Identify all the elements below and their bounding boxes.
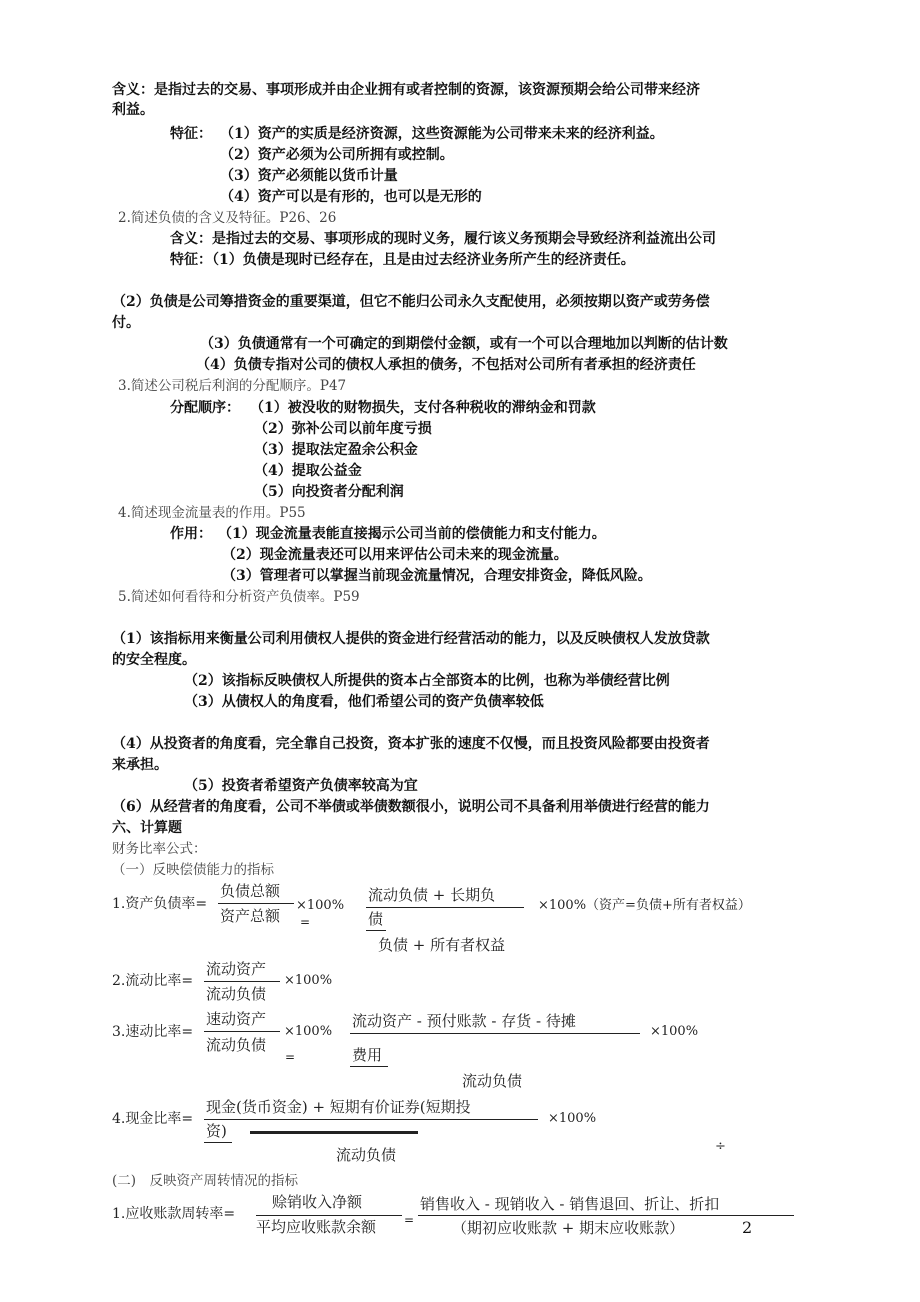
debt-ratio-point-6: （6）从经营者的角度看，公司不举债或举债数额很小，说明公司不具备利用举债进行经营的能力 [112, 799, 710, 815]
cashflow-role-label: 作用： [170, 526, 212, 542]
formula-5-label: 1.应收账款周转率= [112, 1206, 236, 1222]
debt-ratio-point-4-line2: 来承担。 [112, 757, 168, 773]
formula-3-alt-denominator: 流动负债 [462, 1072, 523, 1090]
formula-1-alt-denominator: 负债 + 所有者权益 [378, 936, 506, 954]
formula-3-denominator: 流动负债 [206, 1036, 267, 1054]
asset-definition-line2: 利益。 [112, 102, 154, 118]
asset-traits-label: 特征： [170, 126, 212, 142]
formula-5-numerator: 赊销收入净额 [272, 1193, 363, 1211]
division-symbol: ÷ [715, 1139, 726, 1154]
question-5: 5.简述如何看待和分析资产负债率。P59 [118, 589, 360, 605]
formula-2-label: 2.流动比率= [112, 973, 194, 989]
liability-definition: 含义：是指过去的交易、事项形成的现时义务，履行该义务预期会导致经济利益流出公司 [170, 231, 716, 247]
asset-trait-3: （3）资产必须能以货币计量 [220, 168, 398, 184]
formula-1-alt-underline-2 [366, 930, 386, 931]
formula-4-denominator: 流动负债 [336, 1146, 397, 1164]
formula-5-alt-numerator: 销售收入 - 现销收入 - 销售退回、折让、折扣 [420, 1195, 720, 1213]
question-4: 4.简述现金流量表的作用。P55 [118, 505, 306, 521]
liability-trait-2-line2: 付。 [112, 315, 140, 331]
debt-ratio-point-2: （2）该指标反映债权人所提供的资本占全部资本的比例，也称为举债经营比例 [184, 673, 670, 689]
asset-definition-line1: 含义：是指过去的交易、事项形成并由企业拥有或者控制的资源，该资源预期会给公司带来经济 [112, 82, 700, 98]
formula-1-label: 1.资产负债率= [112, 896, 208, 912]
formula-2-numerator: 流动资产 [206, 960, 267, 978]
liability-trait-4: （4）负债专指对公司的债权人承担的债务，不包括对公司所有者承担的经济责任 [196, 357, 696, 373]
formula-3-percent: ×100% [284, 1024, 333, 1039]
formula-3-numerator: 速动资产 [206, 1010, 267, 1028]
debt-ratio-point-1-line2: 的安全程度。 [112, 652, 196, 668]
asset-trait-2: （2）资产必须为公司所拥有或控制。 [220, 147, 454, 163]
formula-3-alt-numerator-line1: 流动资产 - 预付账款 - 存货 - 待摊 [352, 1012, 576, 1030]
formula-3-alt-numerator-line2: 费用 [352, 1046, 383, 1064]
liability-trait-1: 特征：（1）负债是现时已经存在，且是由过去经济业务所产生的经济责任。 [170, 252, 635, 268]
formula-1-alt-numerator-line2: 债 [368, 910, 384, 928]
debt-ratio-point-3: （3）从债权人的角度看，他们希望公司的资产负债率较低 [184, 694, 544, 710]
formula-5-equals: = [404, 1213, 415, 1227]
formula-5-alt-denominator: （期初应收账款 + 期末应收账款） [452, 1219, 685, 1237]
question-2: 2.简述负债的含义及特征。P26、26 [118, 210, 337, 226]
formula-4-fraction-bar [250, 1131, 418, 1134]
formula-2-fraction-bar [204, 981, 280, 982]
formula-1-equals: = [300, 915, 311, 929]
group-2-heading: (二) 反映资产周转情况的指标 [112, 1173, 299, 1189]
group-1-heading: （一）反映偿债能力的指标 [112, 862, 274, 878]
question-3: 3.简述公司税后利润的分配顺序。P47 [118, 378, 347, 394]
distribution-item-1: （1）被没收的财物损失，支付各种税收的滞纳金和罚款 [250, 400, 596, 416]
page-number: 2 [742, 1218, 753, 1237]
formula-1-alt-numerator-line1: 流动负债 + 长期负 [368, 886, 496, 904]
formulas-title: 财务比率公式： [112, 841, 207, 857]
liability-trait-3: （3）负债通常有一个可确定的到期偿付金额，或有一个可以合理地加以判断的估计数 [200, 336, 728, 352]
formula-2-percent: ×100% [284, 973, 333, 988]
formula-5-alt-fraction-bar [418, 1215, 794, 1216]
debt-ratio-point-5: （5）投资者希望资产负债率较高为宜 [184, 778, 418, 794]
formula-5-denominator: 平均应收账款余额 [256, 1218, 377, 1236]
formula-3-equals: = [285, 1050, 296, 1064]
cashflow-role-3: （3）管理者可以掌握当前现金流量情况，合理安排资金，降低风险。 [222, 568, 652, 584]
formula-3-alt-percent: ×100% [650, 1024, 699, 1039]
asset-trait-4: （4）资产可以是有形的，也可以是无形的 [220, 189, 482, 205]
formula-4-numerator-line2: 资) [206, 1122, 227, 1140]
formula-4-label: 4.现金比率= [112, 1111, 194, 1127]
distribution-item-2: （2）弥补公司以前年度亏损 [254, 421, 432, 437]
formula-4-underline-1 [204, 1119, 538, 1120]
formula-3-alt-underline-1 [350, 1033, 640, 1034]
debt-ratio-point-1-line1: （1）该指标用来衡量公司利用债权人提供的资金进行经营活动的能力，以及反映债权人发放贷款 [112, 631, 710, 647]
asset-trait-1: （1）资产的实质是经济资源，这些资源能为公司带来未来的经济利益。 [220, 126, 664, 142]
cashflow-role-1: （1）现金流量表能直接揭示公司当前的偿债能力和支付能力。 [218, 526, 606, 542]
formula-1-fraction-bar [218, 903, 294, 904]
section-title: 六、计算题 [112, 820, 182, 836]
distribution-item-3: （3）提取法定盈余公积金 [254, 442, 418, 458]
formula-2-denominator: 流动负债 [206, 985, 267, 1003]
formula-4-percent: ×100% [548, 1111, 597, 1126]
formula-4-numerator-line1: 现金(货币资金) + 短期有价证券(短期投 [206, 1098, 471, 1116]
cashflow-role-2: （2）现金流量表还可以用来评估公司未来的现金流量。 [222, 547, 568, 563]
formula-3-alt-underline-2 [350, 1066, 388, 1067]
distribution-item-5: （5）向投资者分配利润 [254, 484, 404, 500]
formula-1-denominator: 资产总额 [220, 907, 281, 925]
liability-trait-2-line1: （2）负债是公司筹措资金的重要渠道，但它不能归公司永久支配使用，必须按期以资产或劳务偿 [112, 294, 710, 310]
debt-ratio-point-4-line1: （4）从投资者的角度看，完全靠自己投资，资本扩张的速度不仅慢，而且投资风险都要由投资者 [112, 736, 710, 752]
distribution-order-label: 分配顺序： [170, 400, 240, 416]
formula-1-percent: ×100% [296, 898, 345, 913]
formula-1-numerator: 负债总额 [220, 882, 281, 900]
formula-3-label: 3.速动比率= [112, 1024, 194, 1040]
distribution-item-4: （4）提取公益金 [254, 463, 362, 479]
formula-4-underline-2 [204, 1142, 232, 1143]
formula-1-alt-underline-1 [366, 907, 524, 908]
formula-1-alt-percent: ×100%（资产=负债+所有者权益） [538, 898, 751, 913]
formula-3-fraction-bar [204, 1031, 280, 1032]
